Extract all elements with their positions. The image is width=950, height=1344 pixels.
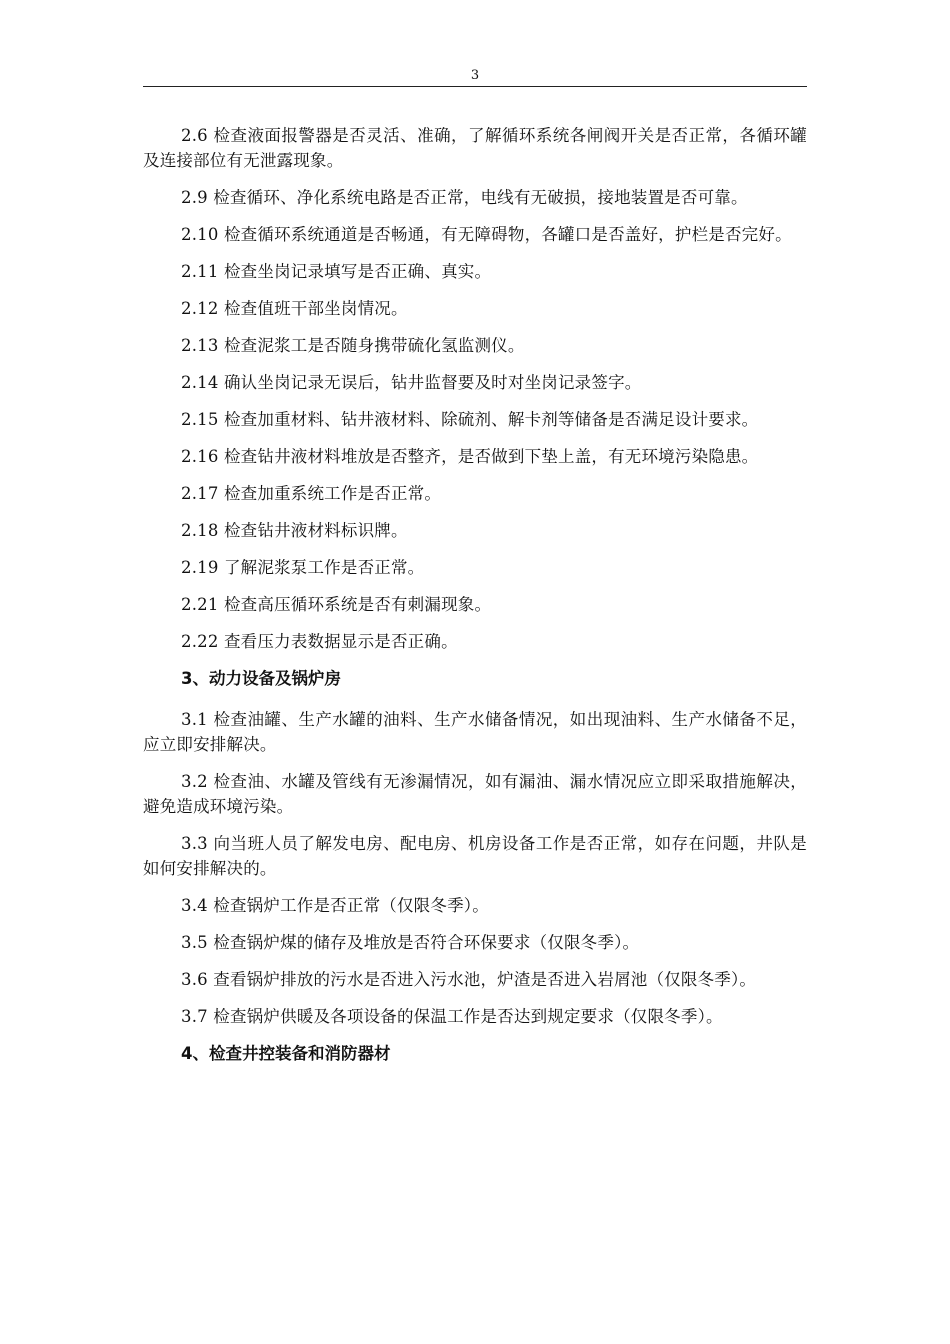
- paragraph-2-9: 2.9 检查循环、净化系统电路是否正常，电线有无破损，接地装置是否可靠。: [181, 188, 748, 207]
- page-number: 3: [470, 68, 480, 83]
- paragraph-3-3: 3.3 向当班人员了解发电房、配电房、机房设备工作是否正常，如存在问题，井队是如何安排解决的。: [143, 834, 807, 878]
- paragraph-3-7: 3.7 检查锅炉供暖及各项设备的保温工作是否达到规定要求（仅限冬季）。: [181, 1007, 723, 1026]
- paragraph-3-2: 3.2 检查油、水罐及管线有无渗漏情况，如有漏油、漏水情况应立即采取措施解决，避免造成环境污染。: [143, 772, 807, 816]
- section-heading-4: 4、检查井控装备和消防器材: [181, 1044, 391, 1063]
- header-rule: [143, 86, 807, 87]
- paragraph-2-12: 2.12 检查值班干部坐岗情况。: [181, 299, 408, 318]
- paragraph-2-15: 2.15 检查加重材料、钻井液材料、除硫剂、解卡剂等储备是否满足设计要求。: [181, 410, 759, 429]
- paragraph-2-13: 2.13 检查泥浆工是否随身携带硫化氢监测仪。: [181, 336, 525, 355]
- paragraph-3-4: 3.4 检查锅炉工作是否正常（仅限冬季）。: [181, 896, 489, 915]
- paragraph-3-5: 3.5 检查锅炉煤的储存及堆放是否符合环保要求（仅限冬季）。: [181, 933, 640, 952]
- paragraph-3-6: 3.6 查看锅炉排放的污水是否进入污水池，炉渣是否进入岩屑池（仅限冬季）。: [181, 970, 757, 989]
- document-body: [143, 123, 807, 1082]
- paragraph-3-1: 3.1 检查油罐、生产水罐的油料、生产水储备情况，如出现油料、生产水储备不足，应立即安排解决。: [143, 710, 807, 754]
- paragraph-2-19: 2.19 了解泥浆泵工作是否正常。: [181, 558, 425, 577]
- paragraph-2-16: 2.16 检查钻井液材料堆放是否整齐，是否做到下垫上盖，有无环境污染隐患。: [181, 447, 759, 466]
- section-heading-3: 3、动力设备及锅炉房: [181, 669, 341, 688]
- paragraph-2-17: 2.17 检查加重系统工作是否正常。: [181, 484, 442, 503]
- paragraph-2-6: 2.6 检查液面报警器是否灵活、准确，了解循环系统各闸阀开关是否正常，各循环罐及连接部位有无泄露现象。: [143, 126, 807, 170]
- paragraph-2-21: 2.21 检查高压循环系统是否有刺漏现象。: [181, 595, 492, 614]
- paragraph-2-22: 2.22 查看压力表数据显示是否正确。: [181, 632, 458, 651]
- paragraph-2-10: 2.10 检查循环系统通道是否畅通，有无障碍物，各罐口是否盖好，护栏是否完好。: [181, 225, 792, 244]
- paragraph-2-14: 2.14 确认坐岗记录无误后，钻井监督要及时对坐岗记录签字。: [181, 373, 642, 392]
- paragraph-2-11: 2.11 检查坐岗记录填写是否正确、真实。: [181, 262, 492, 281]
- paragraph-2-18: 2.18 检查钻井液材料标识牌。: [181, 521, 408, 540]
